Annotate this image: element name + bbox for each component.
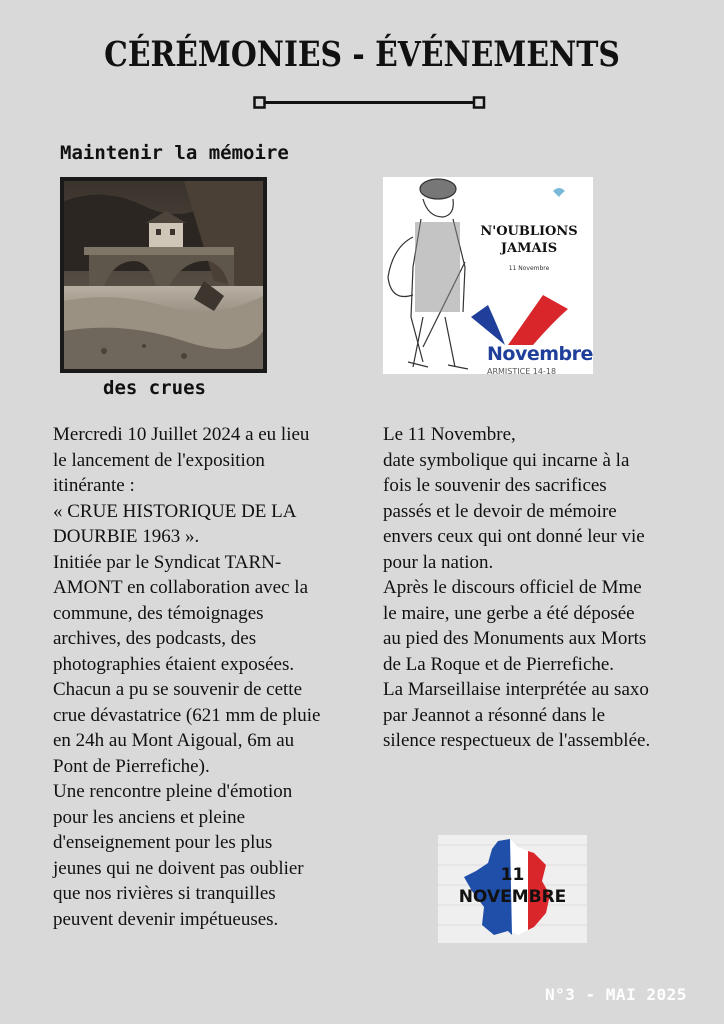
poster-date: 11 Novembre bbox=[508, 265, 550, 272]
poster-month bbox=[487, 343, 593, 365]
issue-footer: N°3 - MAI 2025 bbox=[545, 985, 687, 1004]
right-article bbox=[383, 422, 653, 754]
poster-line2: JAMAIS bbox=[500, 241, 558, 256]
title-divider bbox=[253, 96, 486, 110]
poster-armistice: ARMISTICE 14-18 bbox=[487, 367, 557, 374]
left-article bbox=[53, 422, 323, 932]
right-paragraph-2: date symbolique qui incarne à la fois le souvenir des sacrifices passés et le devoir de mémoire envers ceux qui ont donné leur vie pour la nation. bbox=[383, 449, 645, 573]
photo-caption: des crues bbox=[103, 377, 206, 399]
flood-photo bbox=[60, 177, 267, 373]
right-paragraph-1: Le 11 Novembre, bbox=[383, 424, 516, 445]
left-paragraph-3: Initiée par le Syndicat TARN-AMONT en collaboration avec la commune, des témoignages archives, des podcasts, des photographies étaient exposées. Chacun a pu se souvenir de cette crue dévastatrice (621 mm de pluie en 24h au Mont Aigoual, 6m au Pont de Pierrefiche). bbox=[53, 551, 321, 777]
poster-line1: N'OUBLIONS bbox=[480, 224, 578, 239]
left-paragraph-4: Une rencontre pleine d'émotion pour les anciens et pleine d'enseignement pour les plus jeunes qui ne doivent pas oublier que nos rivières si tranquilles peuvent devenir impétueuses. bbox=[53, 781, 304, 930]
left-paragraph-2: « CRUE HISTORIQUE DE LA DOURBIE 1963 ». bbox=[53, 500, 296, 547]
left-paragraph-1: Mercredi 10 Juillet 2024 a eu lieu le lancement de l'exposition itinérante : bbox=[53, 424, 310, 496]
right-paragraph-3: Après le discours officiel de Mme le maire, une gerbe a été déposée au pied des Monuments aux Morts de La Roque et de Pierrefiche. bbox=[383, 577, 647, 675]
poster-month-no: No bbox=[487, 343, 515, 365]
poster-month-vembre: vembre bbox=[514, 343, 593, 365]
france-map-badge bbox=[438, 835, 587, 943]
badge-month: NOVEMBRE bbox=[458, 887, 567, 907]
right-paragraph-4: La Marseillaise interprétée au saxo par Jeannot a résonné dans le silence respectueux de l'assemblée. bbox=[383, 679, 651, 751]
badge-day: 11 bbox=[500, 865, 525, 885]
section-heading: Maintenir la mémoire bbox=[60, 142, 289, 164]
armistice-poster bbox=[383, 177, 593, 374]
page-title: CÉRÉMONIES - ÉVÉNEMENTS bbox=[104, 34, 620, 75]
